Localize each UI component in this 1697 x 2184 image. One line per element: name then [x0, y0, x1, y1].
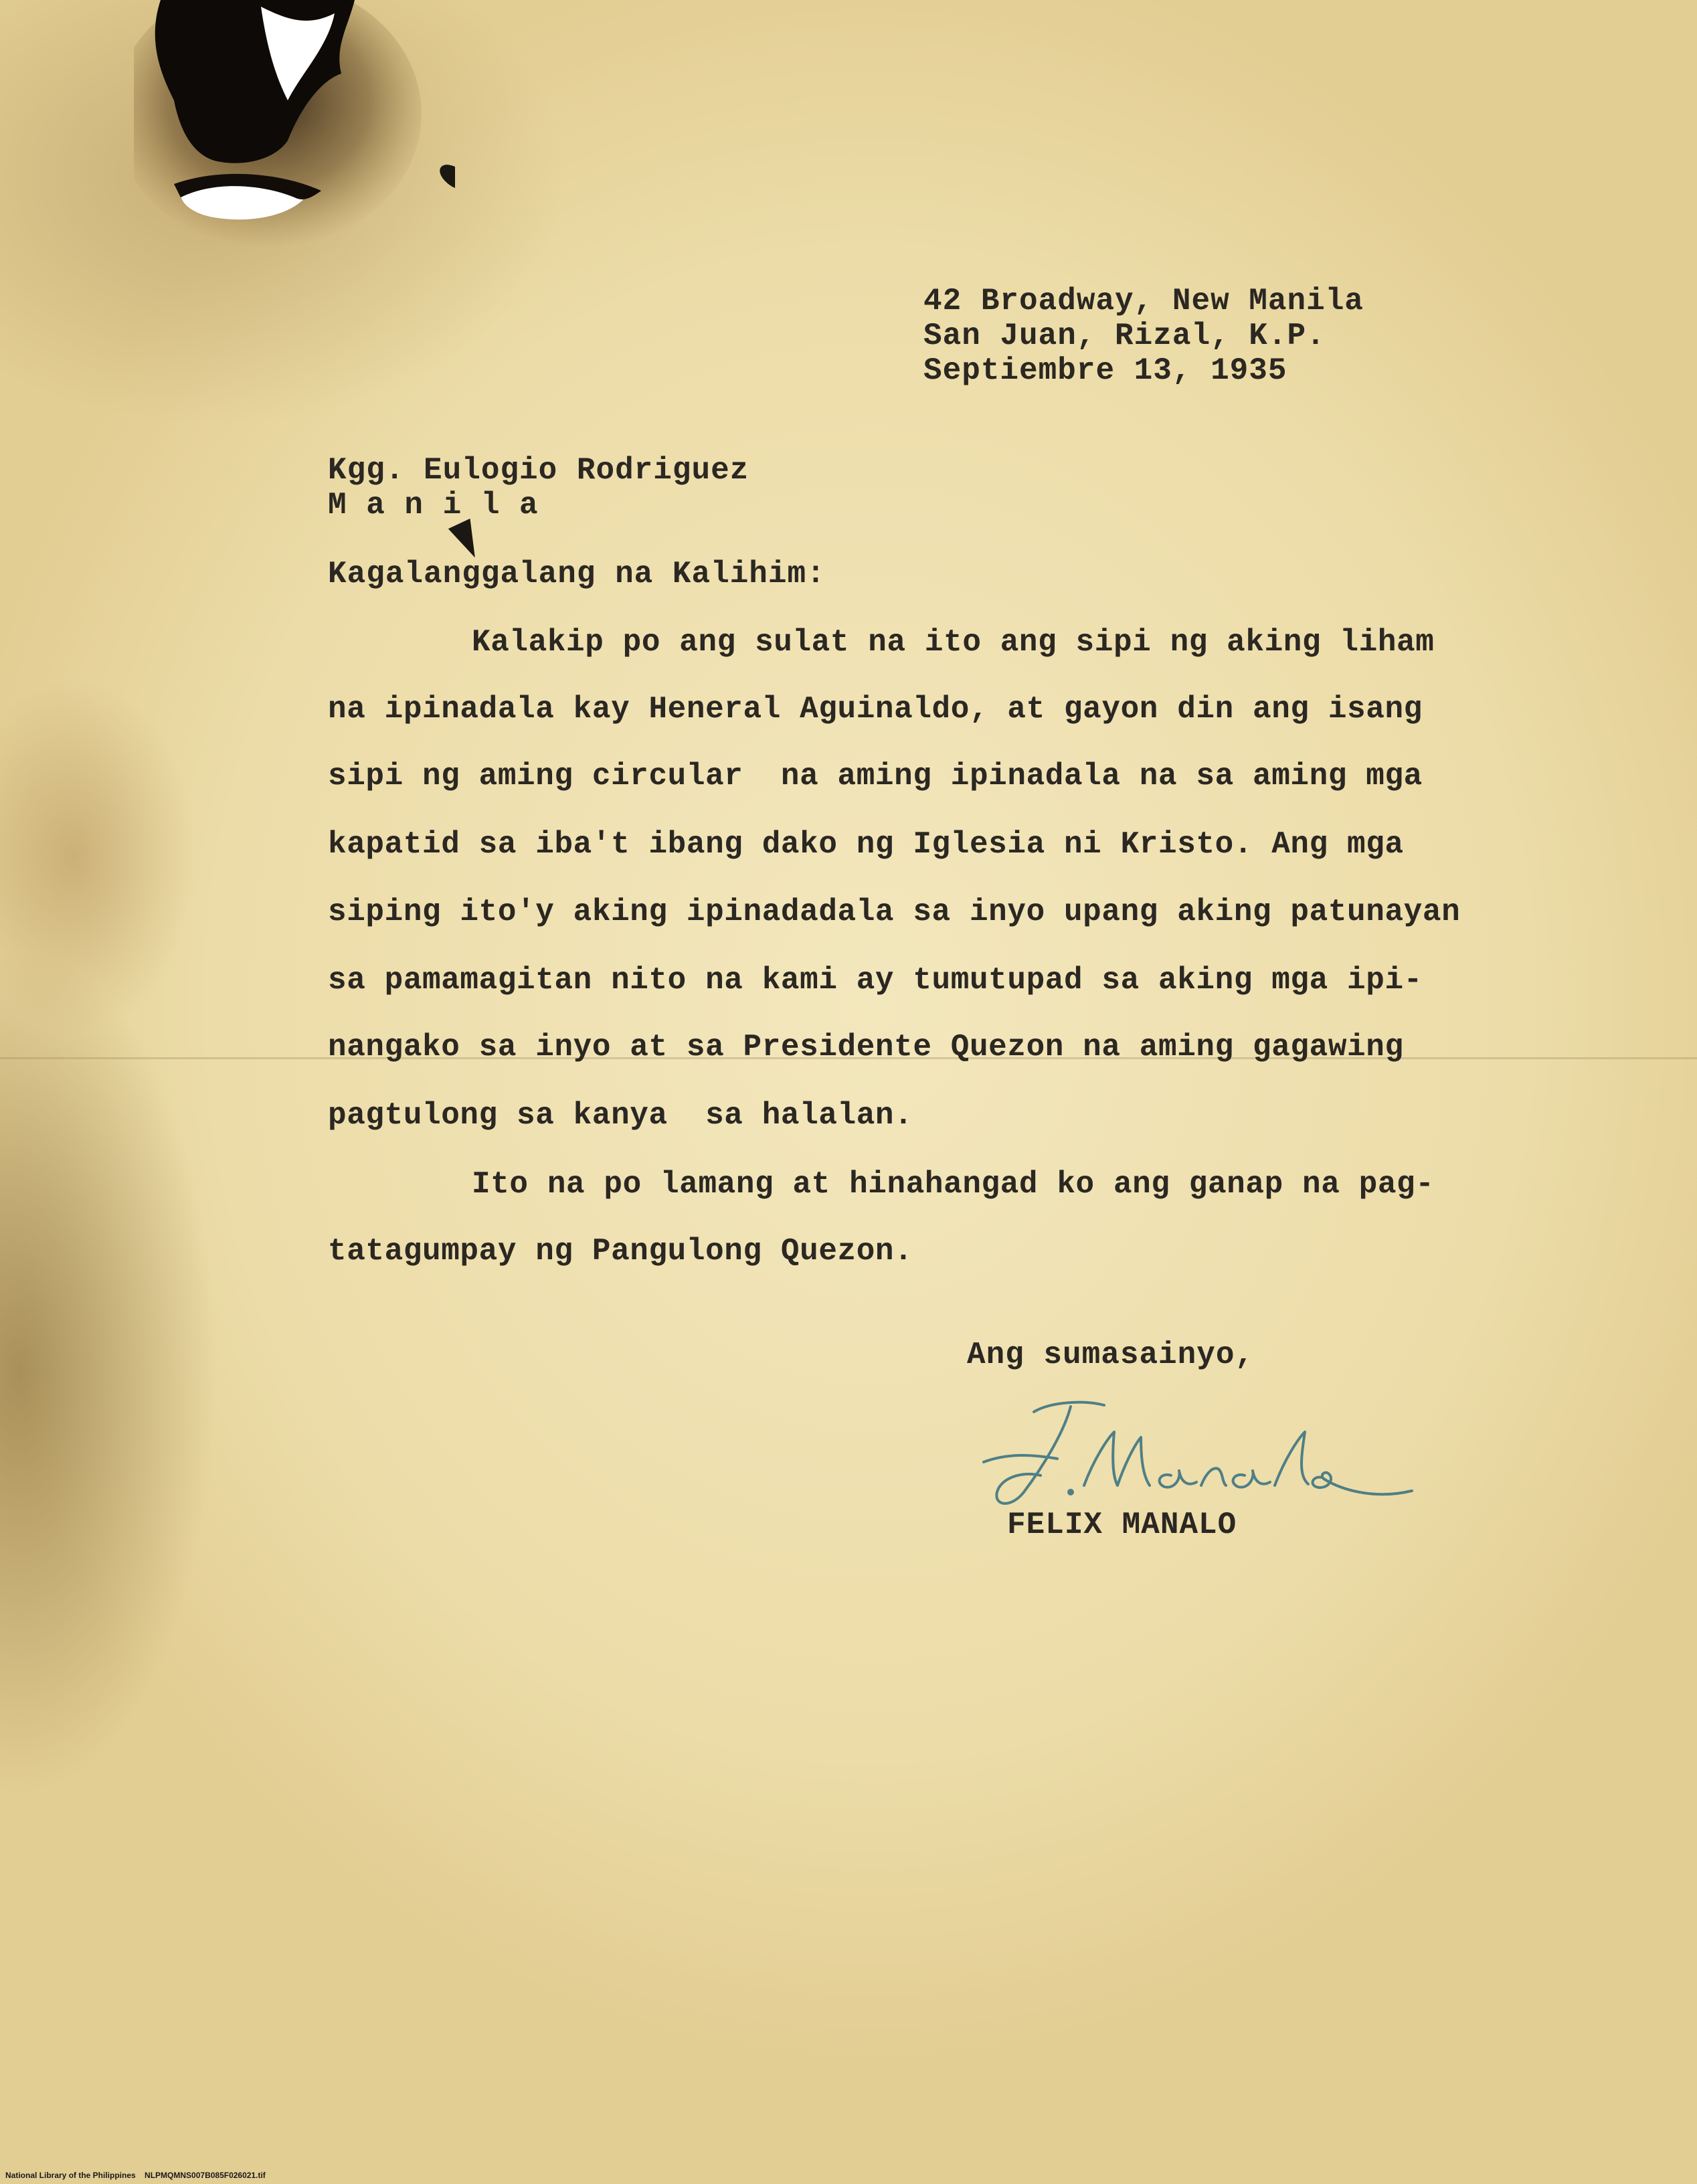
footer-file-id: NLPMQMNS007B085F026021.tif — [145, 2171, 266, 2180]
recipient-name: Kgg. Eulogio Rodriguez — [328, 453, 749, 488]
paragraph-line: tatagumpay ng Pangulong Quezon. — [328, 1234, 913, 1269]
paragraph-line: siping ito'y aking ipinadadala sa inyo upang aking patunayan — [328, 895, 1461, 929]
paragraph-line: pagtulong sa kanya sa halalan. — [328, 1098, 913, 1133]
paragraph-line: sa pamamagitan nito na kami ay tumutupad sa aking mga ipi- — [328, 963, 1423, 998]
paragraph-line: Ito na po lamang at hinahangad ko ang ganap na pag- — [472, 1167, 1435, 1202]
sender-address-line-2: San Juan, Rizal, K.P. — [923, 318, 1326, 353]
archive-footer — [5, 2171, 266, 2180]
sender-address-line-1: 42 Broadway, New Manila — [923, 284, 1364, 318]
closing: Ang sumasainyo, — [967, 1338, 1255, 1372]
recipient-city: M a n i l a — [328, 488, 539, 523]
burn-hole-mark — [134, 0, 455, 254]
salutation: Kagalanggalang na Kalihim: — [328, 557, 826, 592]
handwritten-signature — [970, 1392, 1425, 1526]
paragraph-line: Kalakip po ang sulat na ito ang sipi ng aking liham — [472, 625, 1435, 660]
paragraph-line: kapatid sa iba't ibang dako ng Iglesia ni Kristo. Ang mga — [328, 827, 1404, 862]
signer-name: FELIX MANALO — [1007, 1508, 1237, 1542]
letter-date: Septiembre 13, 1935 — [923, 353, 1287, 388]
paragraph-line: nangako sa inyo at sa Presidente Quezon na aming gagawing — [328, 1030, 1404, 1065]
footer-institution: National Library of the Philippines — [5, 2171, 136, 2180]
paragraph-line: na ipinadala kay Heneral Aguinaldo, at gayon din ang isang — [328, 692, 1423, 727]
paragraph-line: sipi ng aming circular na aming ipinadala na sa aming mga — [328, 759, 1423, 794]
